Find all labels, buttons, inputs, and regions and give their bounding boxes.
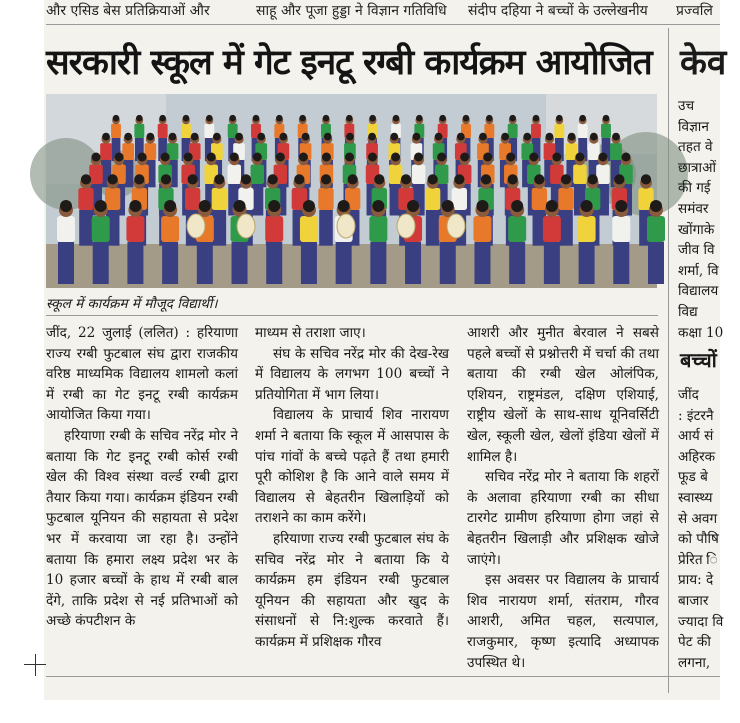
student-hair	[253, 115, 260, 122]
student-torso	[554, 124, 564, 138]
student-hair	[345, 153, 354, 162]
student-hair	[169, 133, 177, 141]
student-hair	[556, 115, 563, 122]
student-hair	[368, 153, 377, 162]
student-hair	[188, 174, 198, 184]
student-hair	[161, 153, 170, 162]
student-hair	[229, 115, 236, 122]
student-torso	[318, 188, 333, 210]
student-hair	[294, 174, 304, 184]
student-hair	[437, 153, 446, 162]
student-legs	[440, 242, 456, 284]
student-hair	[575, 153, 584, 162]
side-text-line: प्राय: दे	[678, 572, 714, 589]
student-hair	[546, 133, 554, 141]
student-torso	[126, 216, 144, 242]
student-hair	[253, 153, 262, 162]
article-paragraph: हरियाणा रग्बी के सचिव नरेंद्र मोर ने बताया कि गेट इनटू रग्बी कोर्स रग्बी खेल की विश्व संस्था वर्ल्ड रग्बी द्वारा तैयार किया गया। कार्यक्रम इंडियन रग्बी फुटबाल यूनियन की सहायता से प्रदेश भर में करवाया जा रहा है। उन्होंने बताया कि हमारा लक्ष्य प्रदेश भर के 10 हजार बच्चों के हाथ में रग्बी बाल देंगे, ताकि प्रदेश से नई प्रतिभाओं को अच्छे कंपटीशन के	[46, 427, 238, 630]
side-text-line: शर्मा, वि	[678, 262, 719, 279]
student-hair	[416, 115, 423, 122]
student-hair	[207, 153, 216, 162]
student-hair	[183, 115, 190, 122]
student-hair	[614, 174, 624, 184]
top-strip-col1: और एसिड बेस प्रतिक्रियाओं और	[46, 3, 210, 19]
student-hair	[322, 153, 331, 162]
student-hair	[338, 200, 350, 212]
student-torso	[57, 216, 75, 242]
student-hair	[134, 174, 144, 184]
student-legs	[266, 242, 282, 284]
student-hair	[257, 133, 265, 141]
student-torso	[558, 188, 573, 210]
student-hair	[369, 115, 376, 122]
student-hair	[481, 174, 491, 184]
student-hair	[146, 133, 154, 141]
article-column-3	[467, 323, 659, 673]
side-text-line: छात्राओं	[678, 159, 716, 176]
side-text-line: फूड बे	[678, 469, 708, 486]
student-hair	[234, 200, 246, 212]
student-hair	[138, 153, 147, 162]
student-torso	[122, 143, 134, 160]
student-torso	[508, 124, 518, 138]
article-paragraph: हरियाणा राज्य रग्बी फुटबाल संघ के सचिव नरेंद्र मोर ने बताया कि ये कार्यक्रम हम इंडियन रग्बी फुटबाल यूनियन की सहायता और खुद के संसाधनों से नि:शुल्क करवाते हैं। कार्यक्रम में प्रशिक्षक गौरव	[255, 530, 449, 650]
side-text-line: की गई	[678, 180, 711, 197]
student-torso	[588, 143, 600, 160]
student-torso	[78, 188, 93, 210]
student-torso	[578, 216, 596, 242]
student-hair	[476, 200, 488, 212]
student-legs	[232, 242, 248, 284]
student-hair	[603, 115, 610, 122]
student-hair	[303, 200, 315, 212]
student-hair	[622, 153, 631, 162]
student-hair	[124, 133, 132, 141]
student-legs	[405, 242, 421, 284]
student-torso	[543, 216, 561, 242]
student-hair	[324, 133, 332, 141]
student-hair	[213, 133, 221, 141]
student-hair	[590, 133, 598, 141]
student-torso	[573, 165, 587, 185]
side-text-line: आर्य सं	[678, 428, 714, 445]
student-hair	[268, 200, 280, 212]
student-hair	[302, 133, 310, 141]
student-torso	[158, 124, 168, 138]
student-torso	[425, 188, 440, 210]
student-hair	[463, 115, 470, 122]
student-legs	[370, 242, 386, 284]
student-hair	[276, 115, 283, 122]
student-legs	[509, 242, 525, 284]
student-hair	[501, 133, 509, 141]
student-hair	[60, 200, 72, 212]
student-legs	[162, 242, 178, 284]
student-torso	[412, 165, 426, 185]
student-hair	[533, 115, 540, 122]
rugby-ball	[397, 214, 415, 238]
side-text-line: कक्षा 10	[678, 324, 724, 341]
student-hair	[374, 174, 384, 184]
student-hair	[460, 153, 469, 162]
side-text-line: : इंटरनै	[678, 407, 714, 424]
article-paragraph: विद्यालय के प्राचार्य शिव नारायण शर्मा ने बताया कि स्कूल में आसपास के पांच गांवों के बच्चे पढ़ते हैं तथा हमारी पूरी कोशिश है कि आने वाले समय में विद्यालय से बेहतरीन खिलाड़ियों को तराशने का काम करेंगे।	[255, 407, 449, 527]
student-torso	[452, 188, 467, 210]
student-hair	[95, 200, 107, 212]
photo-caption: स्कूल में कार्यक्रम में मौजूद विद्यार्थी।	[46, 296, 218, 312]
student-hair	[92, 153, 101, 162]
student-hair	[546, 200, 558, 212]
student-hair	[191, 133, 199, 141]
student-torso	[228, 165, 242, 185]
article-paragraph: आशरी और मुनीत बेरवाल ने सबसे पहले बच्चों से प्रश्नोत्तरी में चर्चा की तथा बताया की रग्बी खेल ओलंपिक, एशियन, राष्ट्रमंडल, दक्षिण एशियाई, राष्ट्रीय खेलों के साथ-साथ यूनिवर्सिटी खेल, स्कूली खेल, खेलों इंडिया खेलों में शामिल है।	[467, 325, 659, 465]
side-text-line: विद्य	[678, 303, 698, 320]
student-hair	[129, 200, 141, 212]
left-margin	[0, 0, 44, 723]
student-torso	[610, 143, 622, 160]
student-hair	[268, 174, 278, 184]
side-heading: बच्चों	[680, 348, 717, 372]
student-hair	[81, 174, 91, 184]
side-column-bottom	[678, 385, 728, 673]
registration-mark	[35, 654, 36, 676]
student-legs	[58, 242, 74, 284]
student-legs	[648, 242, 664, 284]
student-torso	[105, 188, 120, 210]
student-hair	[511, 200, 523, 212]
student-hair	[230, 153, 239, 162]
student-hair	[407, 200, 419, 212]
rugby-ball	[447, 214, 465, 238]
student-hair	[279, 133, 287, 141]
student-hair	[581, 200, 593, 212]
side-text-line: स्वास्थ्य	[678, 489, 713, 506]
student-hair	[428, 174, 438, 184]
student-torso	[161, 216, 179, 242]
student-hair	[115, 153, 124, 162]
side-column-top	[678, 96, 728, 343]
student-hair	[552, 153, 561, 162]
students-photo	[46, 94, 657, 288]
student-hair	[509, 115, 516, 122]
student-hair	[486, 115, 493, 122]
student-torso	[204, 124, 214, 138]
student-hair	[579, 115, 586, 122]
student-torso	[369, 216, 387, 242]
article-paragraph: माध्यम से तराशा जाए।	[255, 325, 366, 341]
student-legs	[301, 242, 317, 284]
student-legs	[336, 242, 352, 284]
student-hair	[199, 200, 211, 212]
student-legs	[79, 210, 93, 246]
student-hair	[561, 174, 571, 184]
student-hair	[159, 115, 166, 122]
student-torso	[181, 124, 191, 138]
student-hair	[372, 200, 384, 212]
rugby-ball	[187, 214, 205, 238]
student-hair	[108, 174, 118, 184]
side-text-line: तहत वे	[678, 139, 713, 156]
side-text-line: ज्यादा वि	[678, 613, 724, 630]
student-hair	[534, 174, 544, 184]
student-torso	[134, 124, 144, 138]
student-hair	[457, 133, 465, 141]
student-hair	[276, 153, 285, 162]
top-rule	[46, 24, 720, 25]
student-hair	[483, 153, 492, 162]
student-hair	[641, 174, 651, 184]
top-strip-col3: संदीप दहिया ने बच्चों के उल्लेखनीय	[468, 3, 648, 19]
student-hair	[113, 115, 120, 122]
student-hair	[454, 174, 464, 184]
student-legs	[127, 242, 143, 284]
student-torso	[185, 188, 200, 210]
student-torso	[251, 165, 265, 185]
student-legs	[559, 210, 573, 246]
student-hair	[241, 174, 251, 184]
rugby-ball	[237, 214, 255, 238]
side-text-line: विज्ञान	[678, 118, 709, 135]
student-torso	[300, 216, 318, 242]
student-hair	[102, 133, 110, 141]
student-hair	[439, 115, 446, 122]
student-legs	[474, 242, 490, 284]
student-torso	[100, 143, 112, 160]
article-column-1	[46, 323, 238, 632]
student-hair	[523, 133, 531, 141]
column-divider	[668, 28, 669, 693]
article-paragraph: सचिव नरेंद्र मोर ने बताया कि शहरों के अलावा हरियाणा रग्बी का सीधा टारगेट ग्रामीण हरियाणा होगा जहां से बेहतरीन खिलाड़ी और प्रशिक्षक खोजे जाएंगे।	[467, 469, 659, 568]
student-legs	[319, 210, 333, 246]
bottom-rule	[46, 676, 720, 677]
student-hair	[479, 133, 487, 141]
student-hair	[506, 153, 515, 162]
side-text-line: जींद	[678, 387, 699, 403]
student-torso	[111, 124, 121, 138]
side-text-line: समंवर	[678, 200, 709, 217]
student-legs	[544, 242, 560, 284]
student-hair	[529, 153, 538, 162]
side-text-line: बाजार	[678, 592, 709, 609]
headline: सरकारी स्कूल में गेट इनटू रग्बी कार्यक्रम आयोजित	[46, 43, 652, 83]
student-torso	[647, 216, 665, 242]
student-hair	[442, 200, 454, 212]
student-hair	[391, 153, 400, 162]
side-text-line: प्रेरित ि	[678, 551, 718, 568]
article-column-2	[255, 323, 449, 653]
student-torso	[612, 216, 630, 242]
student-torso	[212, 188, 227, 210]
student-torso	[92, 216, 110, 242]
side-text-line: को पौषि	[678, 531, 719, 548]
student-torso	[578, 124, 588, 138]
student-torso	[532, 188, 547, 210]
student-hair	[650, 200, 662, 212]
top-strip-col4: प्रज्वलि	[676, 3, 713, 19]
student-hair	[214, 174, 224, 184]
student-legs	[426, 210, 440, 246]
student-hair	[615, 200, 627, 212]
student-hair	[612, 133, 620, 141]
student-hair	[161, 174, 171, 184]
student-hair	[390, 133, 398, 141]
student-hair	[346, 115, 353, 122]
side-text-line: अहिरक	[678, 448, 716, 465]
group-photo-illustration	[46, 94, 657, 288]
student-torso	[601, 124, 611, 138]
top-strip-col2: साहू और पूजा हुड्डा ने विज्ञान गतिविधि	[256, 3, 447, 19]
student-hair	[508, 174, 518, 184]
side-text-line: जीव वि	[678, 242, 715, 259]
student-torso	[473, 216, 491, 242]
caption-rule	[46, 315, 658, 316]
student-hair	[348, 174, 358, 184]
student-legs	[579, 242, 595, 284]
student-torso	[508, 216, 526, 242]
side-headline: केव	[680, 43, 727, 83]
bottom-margin	[0, 700, 720, 723]
student-legs	[93, 242, 109, 284]
student-hair	[299, 153, 308, 162]
student-hair	[401, 174, 411, 184]
article-paragraph: इस अवसर पर विद्यालय के प्राचार्य शिव नारायण शर्मा, संतराम, गौरव आशरी, अमित चहल, सत्यपाल, राजकुमार, कृष्ण इत्यादि अध्यापक उपस्थित थे।	[467, 572, 659, 671]
student-hair	[598, 153, 607, 162]
student-hair	[321, 174, 331, 184]
student-hair	[164, 200, 176, 212]
student-legs	[197, 242, 213, 284]
side-text-line: पेट की	[678, 634, 711, 651]
student-legs	[213, 210, 227, 246]
student-torso	[389, 165, 403, 185]
student-hair	[588, 174, 598, 184]
student-hair	[206, 115, 213, 122]
student-hair	[346, 133, 354, 141]
article-paragraph: संघ के सचिव नरेंद्र मोर की देख-रेख में विद्यालय के लगभग 100 बच्चों ने प्रतियोगिता में भाग लिया।	[255, 345, 449, 403]
student-hair	[323, 115, 330, 122]
student-hair	[393, 115, 400, 122]
student-torso	[531, 124, 541, 138]
student-hair	[568, 133, 576, 141]
side-text-line: से अवग	[678, 510, 718, 527]
rugby-ball	[337, 214, 355, 238]
student-legs	[613, 242, 629, 284]
student-hair	[299, 115, 306, 122]
side-text-line: उच	[678, 98, 695, 114]
student-hair	[414, 153, 423, 162]
article-paragraph: जींद, 22 जुलाई (ललित) : हरियाणा राज्य रग्बी फुटबाल संघ द्वारा राजकीय वरिष्ठ माध्यमिक विद्यालय शामलो कलां में रग्बी का गेट इनटू रग्बी कार्यक्रम आयोजित किया गया।	[46, 325, 238, 424]
student-hair	[235, 133, 243, 141]
student-hair	[413, 133, 421, 141]
side-text-line: विद्यालय	[678, 283, 719, 300]
side-text-line: खोंगाके	[678, 221, 715, 238]
side-text-line: लगना,	[678, 654, 711, 671]
student-hair	[184, 153, 193, 162]
student-hair	[368, 133, 376, 141]
student-torso	[265, 216, 283, 242]
student-hair	[435, 133, 443, 141]
student-hair	[136, 115, 143, 122]
